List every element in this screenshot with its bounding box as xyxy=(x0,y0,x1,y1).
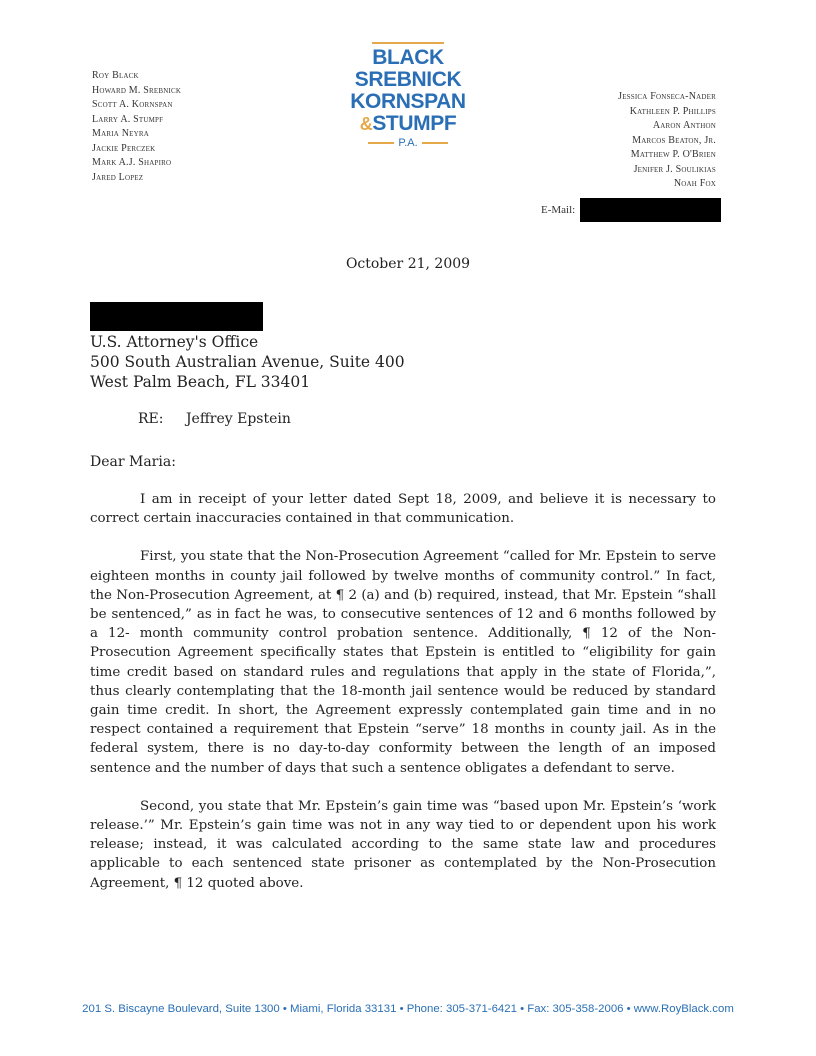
body-paragraph: Second, you state that Mr. Epstein’s gain time was “based upon Mr. Epstein’s ‘work release.’” Mr. Epstein’s gain time was not in any way tied to or dependent upon his work release; instead, it was calculated according to the same state law and procedures applicable to each sentenced state prisoner as contemplated by the Non-Prosecution Agreement, ¶ 12 quoted above. xyxy=(90,798,716,891)
attorney-name: Matthew P. O'Brien xyxy=(630,149,716,160)
attorney-name: Noah Fox xyxy=(673,178,716,189)
logo-pa-rule-left xyxy=(368,142,394,144)
attorney-name: Jared Lopez xyxy=(92,171,144,183)
logo-pa: P.A. xyxy=(398,137,418,149)
address-line: U.S. Attorney's Office xyxy=(90,333,259,351)
attorney-name: Maria Neyra xyxy=(92,128,149,139)
email-label: E-Mail: xyxy=(541,204,576,216)
letter-body xyxy=(90,490,716,912)
right-attorney-list xyxy=(486,90,716,192)
attorney-name: Jessica Fonseca-Nader xyxy=(618,91,716,102)
attorney-name: Mark A.J. Shapiro xyxy=(92,157,172,168)
attorney-name: Jenifer J. Soulikias xyxy=(633,163,716,175)
attorney-name: Jackie Perczek xyxy=(92,142,156,154)
logo-top-rule xyxy=(372,42,444,44)
logo-line-kornspan: KORNSPAN xyxy=(350,90,466,113)
logo-pa-row xyxy=(336,137,480,149)
attorney-name: Roy Black xyxy=(92,70,139,81)
logo-stumpf-text: STUMPF xyxy=(372,112,457,135)
logo-line-stumpf xyxy=(336,113,480,135)
attorney-name: Kathleen P. Phillips xyxy=(629,105,716,117)
body-paragraph: I am in receipt of your letter dated Sept 18, 2009, and believe it is necessary to correct certain inaccuracies contained in that communication. xyxy=(90,492,716,527)
logo-pa-rule-right xyxy=(422,142,448,144)
letter-date: October 21, 2009 xyxy=(345,256,471,272)
logo-line-black: BLACK xyxy=(372,46,444,69)
logo-line-srebnick: SREBNICK xyxy=(354,68,462,91)
left-attorney-list xyxy=(92,69,292,185)
redacted-recipient-name xyxy=(90,302,263,331)
email-row xyxy=(541,198,721,222)
firm-logo xyxy=(336,42,480,149)
address-line: West Palm Beach, FL 33401 xyxy=(90,373,311,391)
attorney-name: Larry A. Stumpf xyxy=(92,113,164,125)
recipient-address xyxy=(90,332,405,392)
re-line xyxy=(138,411,291,427)
address-line: 500 South Australian Avenue, Suite 400 xyxy=(90,353,405,371)
redacted-email xyxy=(580,198,721,222)
attorney-name: Aaron Anthon xyxy=(652,120,716,131)
body-paragraph: First, you state that the Non-Prosecution Agreement “called for Mr. Epstein to serve eighteen months in county jail followed by twelve months of community control.” In fact, the Non-Prosecution Agreement, at ¶ 2 (a) and (b) required, instead, that Mr. Epstein “shall be sentenced,” as in fact he was, to consecutive sentences of 12 and 6 months followed by a 12- month community control probation sentence. Additionally, ¶ 12 of the Non-Prosecution Agreement specifically states that Epstein is entitled to “eligibility for gain time credit based on standard rules and regulations that apply in the state of Florida,”, thus clearly contemplating that the 18-month jail sentence would be reduced by standard gain time credit. In short, the Agreement expressly contemplated gain time and in no respect contained a requirement that Epstein “serve” 18 months in county jail. As in the federal system, there is no day-to-day conformity between the length of an imposed sentence and the number of days that such a sentence obligates a defendant to serve. xyxy=(90,549,716,776)
salutation: Dear Maria: xyxy=(90,454,176,470)
re-label: RE: xyxy=(138,411,164,427)
attorney-name: Howard M. Srebnick xyxy=(92,84,182,96)
attorney-name: Marcos Beaton, Jr. xyxy=(632,134,716,146)
attorney-name: Scott A. Kornspan xyxy=(92,99,173,110)
re-subject: Jeffrey Epstein xyxy=(185,411,291,427)
logo-ampersand: & xyxy=(359,114,373,134)
letterhead-footer: 201 S. Biscayne Boulevard, Suite 1300 • Miami, Florida 33131 • Phone: 305-371-6421 • Fax: 305-358-2006 • www.RoyBlack.com xyxy=(82,1003,734,1015)
